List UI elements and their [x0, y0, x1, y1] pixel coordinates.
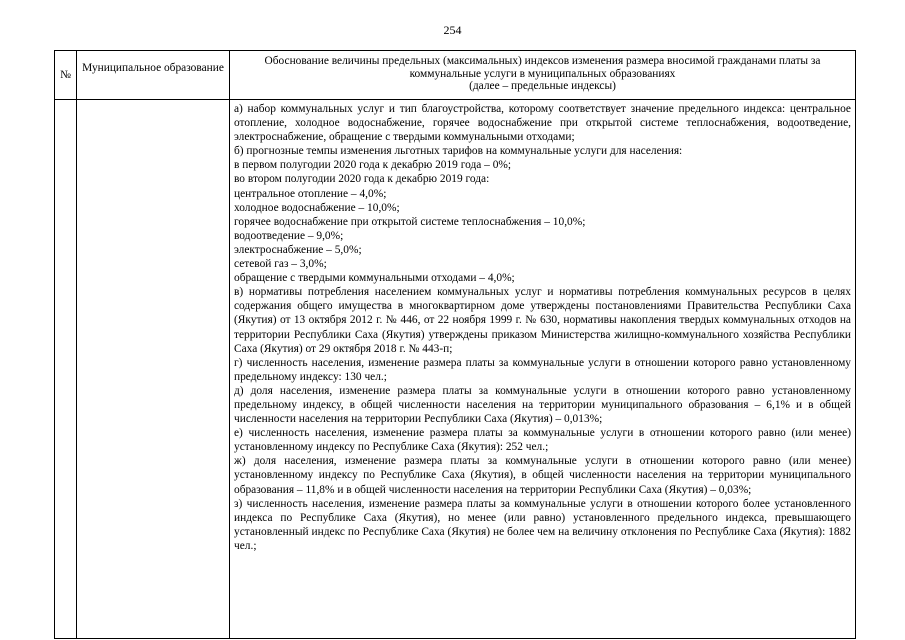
paragraph: холодное водоснабжение – 10,0%; — [234, 201, 400, 214]
paragraph: в первом полугодии 2020 года к декабрю 2019 года – 0%; — [234, 159, 512, 172]
paragraph: а) набор коммунальных услуг и тип благоустройства, которому соответствует значение предельного индекса: центральное отопление, холодное водоснабжение, горячее водоснабжение при открытой системе теплоснабжения, водоотведение, электроснабжение, обращение с твердыми коммунальными отходами; — [234, 103, 851, 144]
justification-text — [230, 100, 855, 553]
paragraph: е) численность населения, изменение размера платы за коммунальные услуги в отношении которого равно (или менее) установленному индексу по Республике Саха (Якутия): 252 чел.; — [234, 427, 851, 454]
table-header-row — [55, 51, 856, 100]
paragraph: д) доля населения, изменение размера платы за коммунальные услуги в отношении которого равно установленному предельному индексу, в общей численности населения на территории муниципального образования – 6,1% и в общей численности населения на территории Республики Саха (Якутия) – 0,013%; — [234, 384, 851, 426]
row-justification-cell — [230, 100, 856, 639]
header-municipality: Муниципальное образование — [77, 51, 230, 100]
paragraph: водоотведение – 9,0%; — [234, 229, 344, 242]
paragraph: г) численность населения, изменение размера платы за коммунальные услуги в отношении которого равно установленному предельному индексу: 130 чел.; — [234, 356, 851, 383]
paragraph: сетевой газ – 3,0%; — [234, 258, 327, 271]
table-row — [55, 100, 856, 639]
paragraph: электроснабжение – 5,0%; — [234, 243, 362, 256]
paragraph: б) прогнозные темпы изменения льготных тарифов на коммунальные услуги для населения: — [234, 145, 683, 158]
paragraph: во втором полугодии 2020 года к декабрю 2019 года: — [234, 173, 490, 186]
indices-table — [54, 50, 856, 639]
paragraph: в) нормативы потребления населением коммунальных услуг и нормативы потребления коммунальных ресурсов в целях содержания общего имущества в многоквартирном доме утверждены постановлениями Правительства Республики Саха (Якутия) от 13 октября 2012 г. № 446, от 22 ноября 1999 г. № 630, нормативы накопления твердых коммунальных отходов на территории Республики Саха (Якутия) утверждены приказом Министерства жилищно-коммунального хозяйства Республики Саха (Якутия) от 29 октября 2018 г. № 443-п; — [234, 286, 851, 355]
paragraph: центральное отопление – 4,0%; — [234, 187, 387, 200]
header-continuation-note: (далее – предельные индексы) — [469, 80, 616, 92]
header-justification — [230, 51, 856, 100]
paragraph: горячее водоснабжение при открытой системе теплоснабжения – 10,0%; — [234, 215, 586, 228]
row-number-cell — [55, 100, 77, 639]
row-municipality-cell — [77, 100, 230, 639]
header-number: № — [55, 51, 77, 100]
paragraph: ж) доля населения, изменение размера платы за коммунальные услуги в отношении которого равно (или менее) установленному индексу по Республике Саха (Якутия), в общей численности населения на территории муниципального образования – 11,8% и в общей численности населения на территории Республики Саха (Якутия) – 0,03%; — [234, 455, 851, 496]
paragraph: з) численность населения, изменение размера платы за коммунальные услуги в отношении которого более установленного индекса по Республике Саха (Якутия), но менее (или равно) установленного предельного индекса, превышающего установленный индекс по Республике Саха (Якутия) не более чем на величину отклонения по Республике Саха (Якутия): 1882 чел.; — [234, 497, 851, 552]
header-justification-title: Обоснование величины предельных (максимальных) индексов изменения размера вносимой гражданами платы за коммунальные услуги в муниципальных образованиях — [264, 55, 821, 80]
paragraph: обращение с твердыми коммунальными отходами – 4,0%; — [234, 272, 515, 285]
page-number: 254 — [443, 23, 462, 37]
